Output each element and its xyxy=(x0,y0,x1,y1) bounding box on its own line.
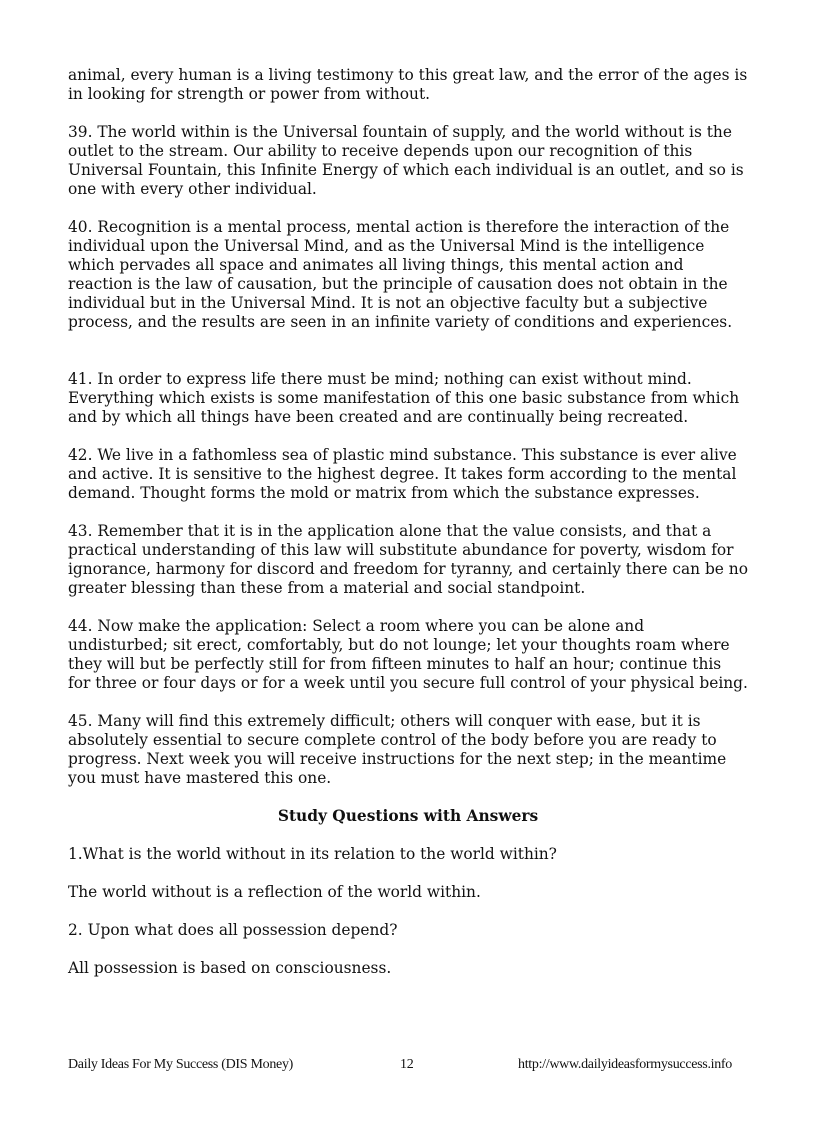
page-footer xyxy=(68,1057,748,1077)
paragraph-45: 45. Many will find this extremely difficult; others will conquer with ease, but it is absolutely essential to secure complete control of the body before you are ready to progress. Next week you will receive instructions for the next step; in the meantime you must have mastered this one. xyxy=(68,712,727,787)
footer-website-link[interactable]: http://www.dailyideasformysuccess.info xyxy=(518,1057,732,1072)
paragraph-38-continued: animal, every human is a living testimony to this great law, and the error of the ages is in looking for strength or power from without. xyxy=(68,66,748,103)
paragraph-42: 42. We live in a fathomless sea of plastic mind substance. This substance is ever alive and active. It is sensitive to the highest degree. It takes form according to the mental demand. Thought forms the mold or matrix from which the substance expresses. xyxy=(68,446,737,502)
paragraph-39: 39. The world within is the Universal fountain of supply, and the world without is the outlet to the stream. Our ability to receive depends upon our recognition of this Universal Fountain, this Infinite Energy of which each individual is an outlet, and so is one with every other individual. xyxy=(68,123,744,198)
footer-publication-title: Daily Ideas For My Success (DIS Money) xyxy=(68,1057,294,1072)
question-2: 2. Upon what does all possession depend? xyxy=(68,921,398,939)
answer-2: All possession is based on consciousness. xyxy=(68,959,392,977)
question-1: 1.What is the world without in its relation to the world within? xyxy=(68,845,557,863)
paragraph-41: 41. In order to express life there must be mind; nothing can exist without mind. Everything which exists is some manifestation of this one basic substance from which and by which all things have been created and are continually being recreated. xyxy=(68,370,740,426)
answer-1: The world without is a reflection of the world within. xyxy=(68,883,481,901)
study-questions-heading: Study Questions with Answers xyxy=(277,807,539,825)
page-number: 12 xyxy=(400,1057,414,1072)
paragraph-44: 44. Now make the application: Select a room where you can be alone and undisturbed; sit erect, comfortably, but do not lounge; let your thoughts roam where they will but be perfectly still for from fifteen minutes to half an hour; continue this for three or four days or for a week until you secure full control of your physical being. xyxy=(68,617,748,692)
paragraph-40: 40. Recognition is a mental process, mental action is therefore the interaction of the individual upon the Universal Mind, and as the Universal Mind is the intelligence which pervades all space and animates all living things, this mental action and reaction is the law of causation, but the principle of causation does not obtain in the individual but in the Universal Mind. It is not an objective faculty but a subjective process, and the results are seen in an infinite variety of conditions and experiences. xyxy=(68,218,733,331)
page-body xyxy=(68,66,748,997)
paragraph-43: 43. Remember that it is in the application alone that the value consists, and that a practical understanding of this law will substitute abundance for poverty, wisdom for ignorance, harmony for discord and freedom for tyranny, and certainly there can be no greater blessing than these from a material and social standpoint. xyxy=(68,522,748,597)
